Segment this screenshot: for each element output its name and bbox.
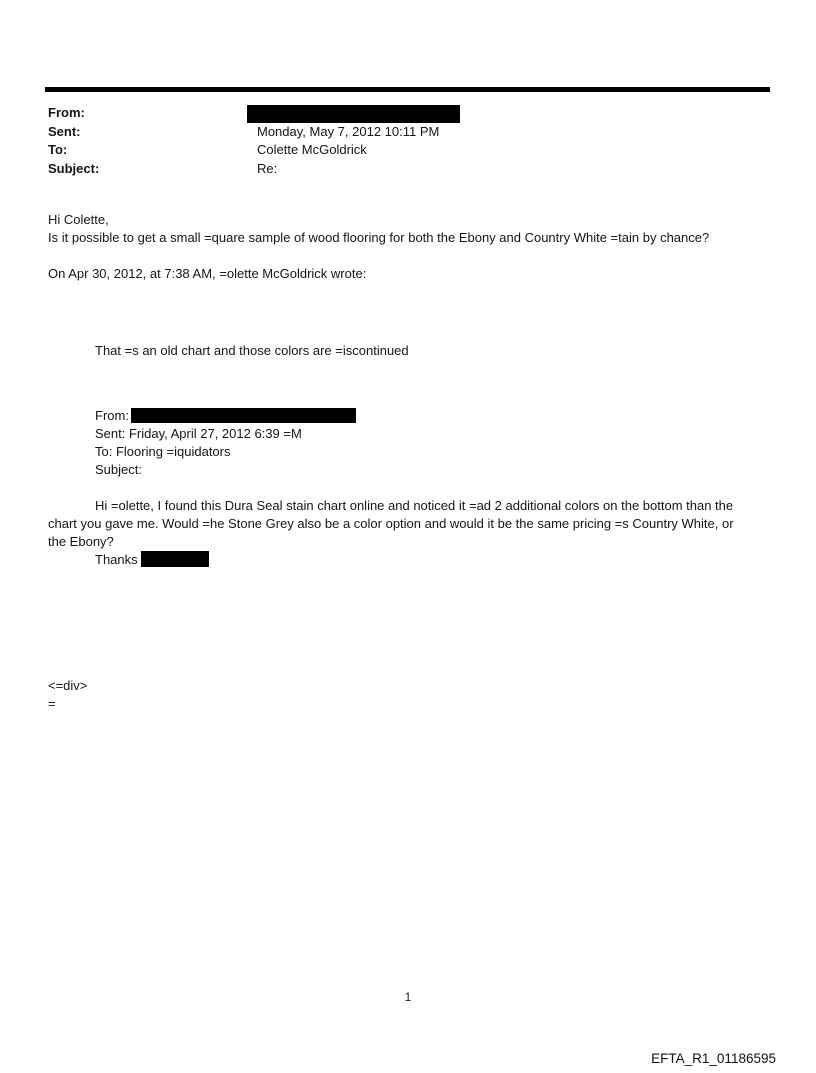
mime-artifact-line-2: = bbox=[48, 696, 56, 711]
subject-label: Subject: bbox=[48, 161, 100, 177]
page-number: 1 bbox=[404, 990, 412, 1004]
mime-artifact-line-1: <=div> bbox=[48, 678, 88, 693]
greeting-block bbox=[48, 211, 770, 247]
redaction-thanks-name bbox=[141, 551, 209, 567]
sent-value: Monday, May 7, 2012 10:11 PM bbox=[257, 123, 440, 139]
quoted-body-line: the Ebony? bbox=[48, 534, 114, 549]
sent-label: Sent: bbox=[48, 123, 81, 139]
email-header bbox=[48, 104, 776, 179]
question-text: Is it possible to get a small =quare sample of wood flooring for both the Ebony and Country White =tain by chance? bbox=[48, 230, 710, 245]
header-row-to bbox=[48, 141, 776, 160]
to-label: To: bbox=[48, 142, 68, 158]
quote-attribution: On Apr 30, 2012, at 7:38 AM, =olette McGoldrick wrote: bbox=[48, 266, 367, 281]
redaction-from-value bbox=[247, 105, 460, 123]
greeting-text: Hi Colette, bbox=[48, 212, 109, 227]
quoted-email-header bbox=[95, 407, 770, 479]
from-label: From: bbox=[48, 105, 85, 120]
quoted-body bbox=[48, 497, 770, 551]
header-row-sent bbox=[48, 123, 776, 142]
header-divider-rule bbox=[45, 87, 770, 92]
header-row-from bbox=[48, 104, 776, 123]
quoted-to-line: To: Flooring =iquidators bbox=[95, 444, 231, 459]
quoted-subject-line: Subject: bbox=[95, 462, 142, 477]
thanks-text: Thanks bbox=[95, 552, 138, 567]
quoted-from-label: From: bbox=[95, 408, 129, 423]
to-value: Colette McGoldrick bbox=[257, 142, 367, 158]
quoted-sent-line: Sent: Friday, April 27, 2012 6:39 =M bbox=[95, 426, 302, 441]
subject-value: Re: bbox=[257, 161, 278, 177]
quoted-body-line: chart you gave me. Would =he Stone Grey also be a color option and would it be the same pricing =s Country White, or bbox=[48, 516, 734, 531]
redaction-quoted-from bbox=[131, 408, 356, 423]
reply-text: That =s an old chart and those colors are =iscontinued bbox=[95, 343, 409, 358]
bates-number: EFTA_R1_01186595 bbox=[651, 1051, 776, 1066]
quoted-body-line: Hi =olette, I found this Dura Seal stain chart online and noticed it =ad 2 additional colors on the bottom than the bbox=[95, 498, 734, 513]
thanks-line bbox=[95, 551, 209, 569]
quoted-from-line bbox=[95, 407, 770, 425]
header-row-subject bbox=[48, 160, 776, 179]
